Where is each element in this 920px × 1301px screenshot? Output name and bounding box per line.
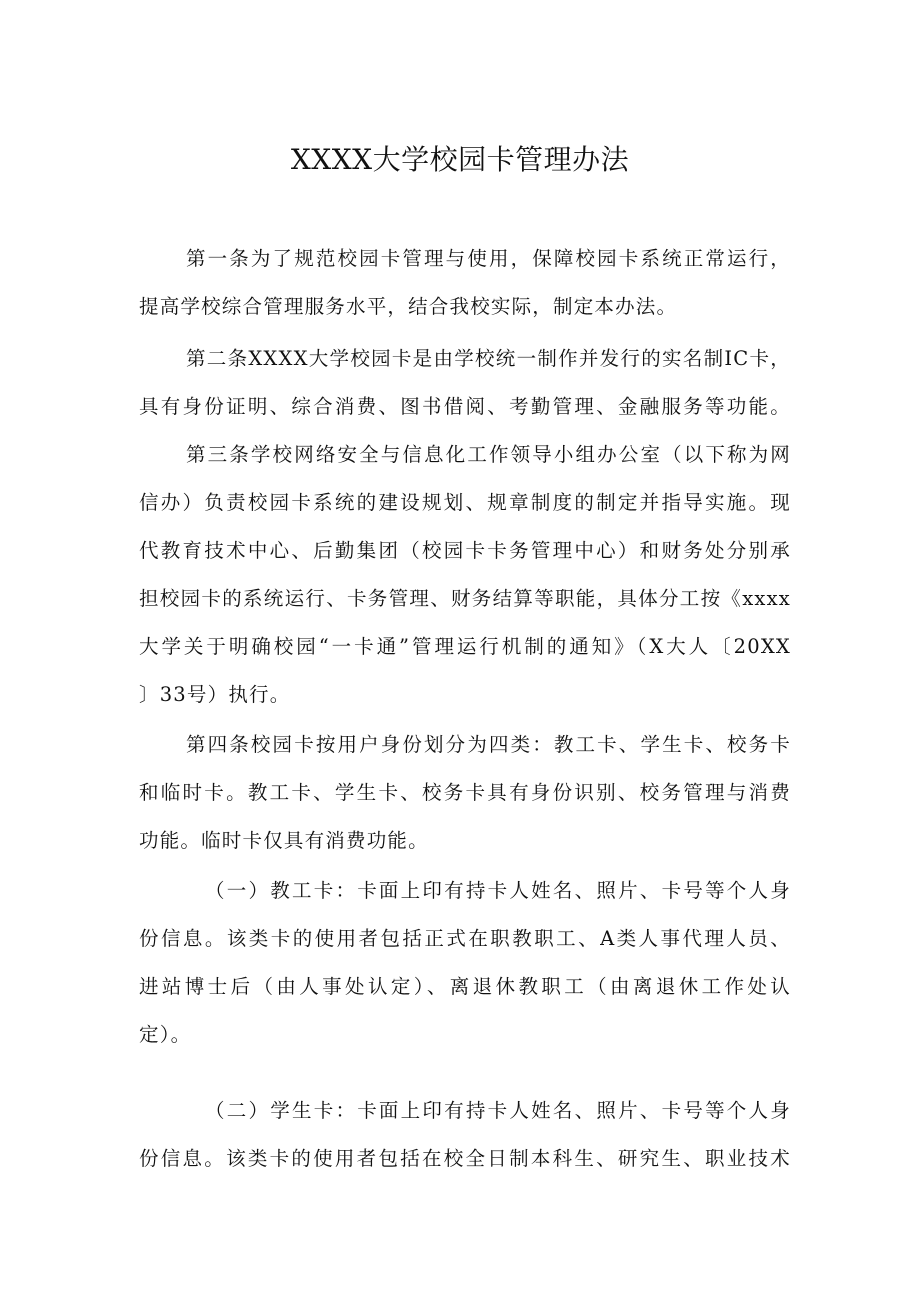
- paragraph-line: 定）。: [139, 1023, 192, 1046]
- paragraph-line: 份信息。该类卡的使用者包括正式在职教职工、A类人事代理人员、: [139, 927, 791, 950]
- paragraph-line: 和临时卡。教工卡、学生卡、校务卡具有身份识别、校务管理与消费: [139, 781, 791, 804]
- paragraph-line: 担校园卡的系统运行、卡务管理、财务结算等职能，具体分工按《xxxx: [139, 587, 791, 610]
- paragraph-line: 份信息。该类卡的使用者包括在校全日制本科生、研究生、职业技术: [139, 1147, 791, 1170]
- paragraph-line: 代教育技术中心、后勤集团（校园卡卡务管理中心）和财务处分别承: [139, 539, 791, 562]
- paragraph-line: 第四条校园卡按用户身份划分为四类：教工卡、学生卡、校务卡: [186, 733, 791, 756]
- paragraph-line: 第二条XXXX大学校园卡是由学校统一制作并发行的实名制IC卡，: [186, 347, 791, 370]
- paragraph-line: 功能。临时卡仅具有消费功能。: [139, 829, 429, 852]
- paragraph-line: 信办）负责校园卡系统的建设规划、规章制度的制定并指导实施。现: [139, 491, 791, 514]
- paragraph-line: 提高学校综合管理服务水平，结合我校实际，制定本办法。: [139, 295, 678, 318]
- paragraph-line: 〕33号）执行。: [139, 683, 291, 706]
- paragraph-line: （一）教工卡：卡面上印有持卡人姓名、照片、卡号等个人身: [205, 879, 791, 902]
- paragraph-line: 第一条为了规范校园卡管理与使用，保障校园卡系统正常运行，: [186, 247, 791, 270]
- document-title: XXXX大学校园卡管理办法: [290, 143, 630, 176]
- paragraph-line: 具有身份证明、综合消费、图书借阅、考勤管理、金融服务等功能。: [139, 395, 791, 418]
- paragraph-line: （二）学生卡：卡面上印有持卡人姓名、照片、卡号等个人身: [205, 1099, 791, 1122]
- paragraph-line: 第三条学校网络安全与信息化工作领导小组办公室（以下称为网: [186, 443, 791, 466]
- paragraph-line: 进站博士后（由人事处认定）、离退休教职工（由离退休工作处认: [139, 975, 791, 998]
- paragraph-line: 大学关于明确校园“一卡通”管理运行机制的通知》（X大人〔20XX: [139, 635, 791, 658]
